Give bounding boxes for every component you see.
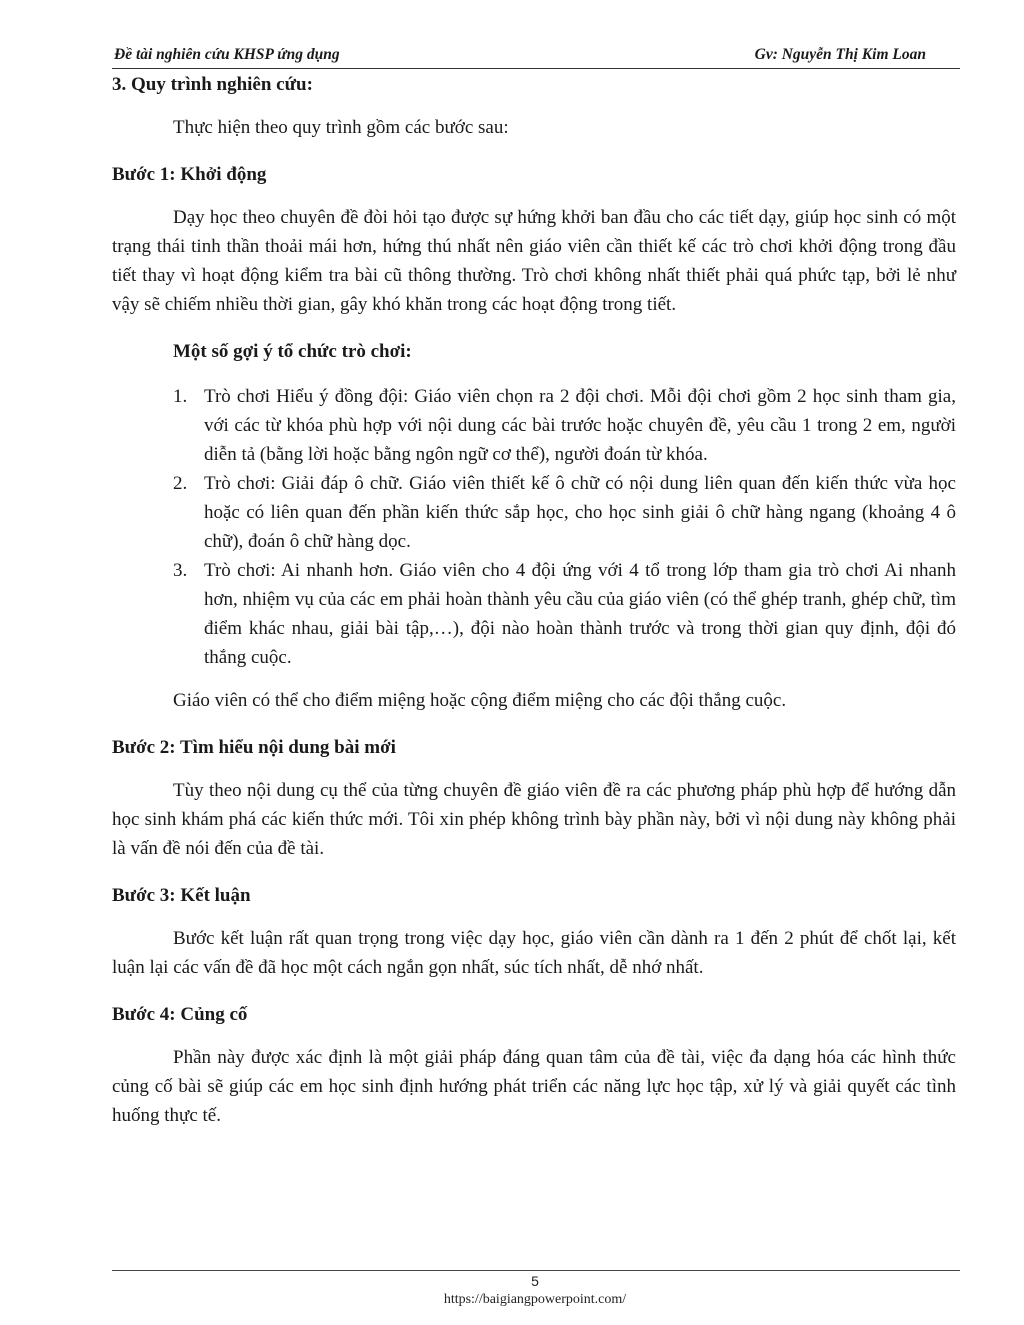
step1-subheading: Một số gợi ý tổ chức trò chơi:: [173, 341, 412, 362]
list-item-number: 3.: [173, 560, 188, 581]
footer-url[interactable]: https://baigiangpowerpoint.com/: [443, 1292, 627, 1307]
step4-paragraph: Phần này được xác định là một giải pháp đáng quan tâm của đề tài, việc đa dạng hóa các hình thức củng cố bài sẽ giúp các em học sinh định hướng phát triển các năng lực học tập, xử lý và giải quyết các tình huống thực tế.: [112, 1047, 956, 1126]
list-item-text: Trò chơi Hiểu ý đồng đội: Giáo viên chọn ra 2 đội chơi. Mỗi đội chơi gồm 2 học sinh tham gia, với các từ khóa phù hợp với nội dung các bài trước hoặc chuyên đề, yêu cầu 1 trong 2 em, người diễn tả (bằng lời hoặc bằng ngôn ngữ cơ thể), người đoán từ khóa.: [204, 386, 956, 465]
list-item: [112, 469, 956, 556]
section-intro: Thực hiện theo quy trình gồm các bước sau:: [173, 117, 509, 138]
step1-heading: Bước 1: Khởi động: [112, 164, 267, 185]
step1-closing: Giáo viên có thể cho điểm miệng hoặc cộng điểm miệng cho các đội thắng cuộc.: [173, 690, 787, 711]
step2-heading: Bước 2: Tìm hiểu nội dung bài mới: [112, 737, 396, 758]
game-list: [112, 382, 956, 672]
list-item: [112, 382, 956, 469]
list-item: [112, 556, 956, 672]
step2-paragraph: Tùy theo nội dung cụ thể của từng chuyên đề giáo viên đề ra các phương pháp phù hợp để hướng dẫn học sinh khám phá các kiến thức mới. Tôi xin phép không trình bày phần này, bởi vì nội dung này không phải là vấn đề nói đến của đề tài.: [112, 780, 956, 859]
page-number: 5: [531, 1273, 539, 1289]
step3-paragraph: Bước kết luận rất quan trọng trong việc dạy học, giáo viên cần dành ra 1 đến 2 phút để chốt lại, kết luận lại các vấn đề đã học một cách ngắn gọn nhất, súc tích nhất, dễ nhớ nhất.: [112, 928, 956, 978]
list-item-text: Trò chơi: Giải đáp ô chữ. Giáo viên thiết kế ô chữ có nội dung liên quan đến kiến thức vừa học hoặc có liên quan đến phần kiến thức sắp học, cho học sinh giải ô chữ hàng ngang (khoảng 4 ô chữ), đoán ô chữ hàng dọc.: [204, 473, 956, 552]
list-item-text: Trò chơi: Ai nhanh hơn. Giáo viên cho 4 đội ứng với 4 tổ trong lớp tham gia trò chơi Ai nhanh hơn, nhiệm vụ của các em phải hoàn thành yêu cầu của giáo viên (có thể ghép tranh, ghép chữ, tìm điểm khác nhau, giải bài tập,…), đội nào hoàn thành trước và trong thời gian quy định, đội đó thắng cuộc.: [204, 560, 956, 668]
section-title: 3. Quy trình nghiên cứu:: [112, 74, 313, 95]
footer-divider: [112, 1270, 960, 1271]
step4-heading: Bước 4: Củng cố: [112, 1004, 248, 1025]
page-content: [112, 70, 956, 1130]
step1-paragraph: Dạy học theo chuyên đề đòi hỏi tạo được sự hứng khởi ban đầu cho các tiết dạy, giúp học sinh có một trạng thái tinh thần thoải mái hơn, hứng thú nhất nên giáo viên cần thiết kế các trò chơi khởi động trong đầu tiết thay vì hoạt động kiểm tra bài cũ thông thường. Trò chơi không nhất thiết phải quá phức tạp, bởi lẻ như vậy sẽ chiếm nhiều thời gian, gây khó khăn trong các hoạt động trong tiết.: [112, 207, 956, 315]
page-header: [112, 46, 960, 69]
header-author: Gv: Nguyễn Thị Kim Loan: [754, 46, 926, 63]
list-item-number: 2.: [173, 473, 188, 494]
header-title: Đề tài nghiên cứu KHSP ứng dụng: [114, 46, 340, 63]
step3-heading: Bước 3: Kết luận: [112, 885, 251, 906]
list-item-number: 1.: [173, 386, 188, 407]
